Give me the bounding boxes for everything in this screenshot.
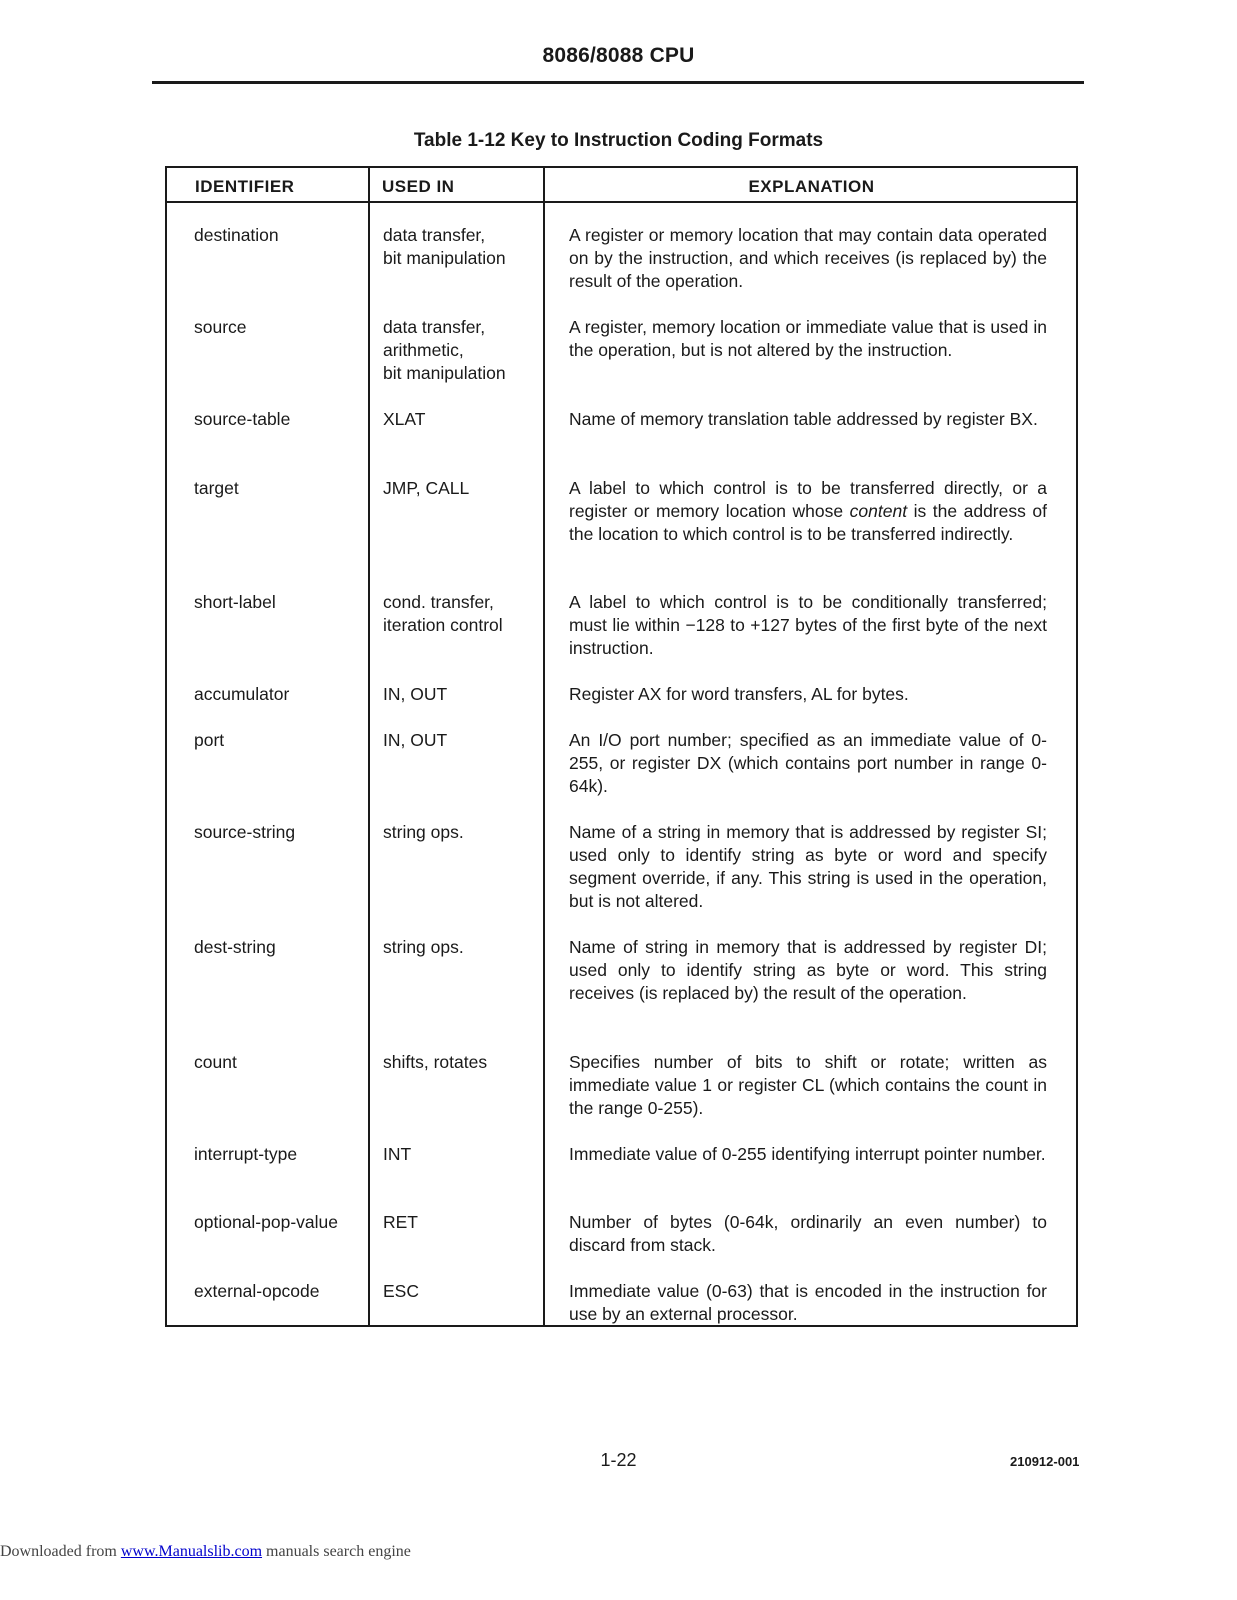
used-in-cell: XLAT	[383, 409, 426, 429]
identifier-cell: source	[194, 317, 247, 337]
instruction-coding-table	[165, 166, 1078, 1327]
explanation-cell: A register, memory location or immediate value that is used in the operation, but is not altered by the instruction.	[569, 317, 1047, 360]
used-in-cell: data transfer, bit manipulation	[383, 225, 506, 268]
identifier-cell: interrupt-type	[194, 1144, 298, 1164]
identifier-cell: count	[194, 1052, 237, 1072]
explanation-cell: Number of bytes (0-64k, ordinarily an even number) to discard from stack.	[569, 1212, 1047, 1255]
identifier-cell: accumulator	[194, 684, 290, 704]
explanation-cell: Immediate value of 0-255 identifying interrupt pointer number.	[569, 1144, 1046, 1164]
identifier-cell: port	[194, 730, 225, 750]
table-caption: Table 1-12 Key to Instruction Coding Formats	[413, 130, 824, 151]
identifier-cell: target	[194, 478, 239, 498]
used-in-cell: ESC	[383, 1281, 419, 1301]
explanation-cell: Name of memory translation table addressed by register BX.	[569, 409, 1038, 429]
header-divider	[152, 81, 1084, 84]
manualslib-link[interactable]: www.Manualslib.com	[120, 1543, 263, 1560]
identifier-cell: source-string	[194, 822, 296, 842]
page-number: 1-22	[600, 1450, 637, 1470]
used-in-cell: string ops.	[383, 822, 464, 842]
column-header-explanation: EXPLANATION	[748, 177, 875, 196]
used-in-cell: string ops.	[383, 937, 464, 957]
explanation-cell: Immediate value (0-63) that is encoded in the instruction for use by an external processor.	[569, 1281, 1047, 1324]
explanation-cell: Register AX for word transfers, AL for bytes.	[569, 684, 909, 704]
column-header-identifier: IDENTIFIER	[195, 177, 295, 196]
used-in-cell: RET	[383, 1212, 418, 1232]
header-row-divider	[167, 201, 1076, 203]
explanation-cell: Name of string in memory that is addressed by register DI; used only to identify string as byte or word. This string receives (is replaced by) the result of the operation.	[569, 937, 1047, 1003]
used-in-cell: IN, OUT	[383, 730, 448, 750]
explanation-cell: A label to which control is to be conditionally transferred; must lie within −128 to +127 bytes of the first byte of the next instruction.	[569, 592, 1047, 658]
identifier-cell: dest-string	[194, 937, 276, 957]
document-number: 210912-001	[1010, 1454, 1080, 1469]
used-in-cell: cond. transfer, iteration control	[383, 592, 503, 635]
used-in-cell: JMP, CALL	[383, 478, 470, 498]
explanation-cell: Name of a string in memory that is addressed by register SI; used only to identify string as byte or word and specify segment override, if any. This string is used in the operation, but is not altered.	[569, 822, 1047, 911]
download-suffix: manuals search engine	[262, 1543, 411, 1560]
used-in-cell: shifts, rotates	[383, 1052, 488, 1072]
column-divider	[543, 168, 545, 1325]
download-prefix: Downloaded from	[0, 1543, 121, 1560]
identifier-cell: source-table	[194, 409, 291, 429]
page-header-title: 8086/8088 CPU	[542, 44, 695, 67]
used-in-cell: IN, OUT	[383, 684, 448, 704]
explanation-cell: A register or memory location that may contain data operated on by the instruction, and which receives (is replaced by) the result of the operation.	[569, 225, 1047, 291]
used-in-cell: INT	[383, 1144, 412, 1164]
column-divider	[368, 168, 370, 1325]
identifier-cell: short-label	[194, 592, 276, 612]
identifier-cell: destination	[194, 225, 279, 245]
used-in-cell: data transfer, arithmetic, bit manipulation	[383, 317, 506, 383]
explanation-cell: Specifies number of bits to shift or rotate; written as immediate value 1 or register CL (which contains the count in the range 0-255).	[569, 1052, 1047, 1118]
identifier-cell: optional-pop-value	[194, 1212, 338, 1232]
explanation-cell: An I/O port number; specified as an immediate value of 0-255, or register DX (which contains port number in range 0-64k).	[569, 730, 1047, 796]
identifier-cell: external-opcode	[194, 1281, 320, 1301]
column-header-used-in: USED IN	[382, 177, 455, 196]
download-notice	[0, 1543, 411, 1561]
explanation-cell: A label to which control is to be transferred directly, or a register or memory location whose content is the address of the location to which control is to be transferred indirectly.	[569, 478, 1047, 544]
